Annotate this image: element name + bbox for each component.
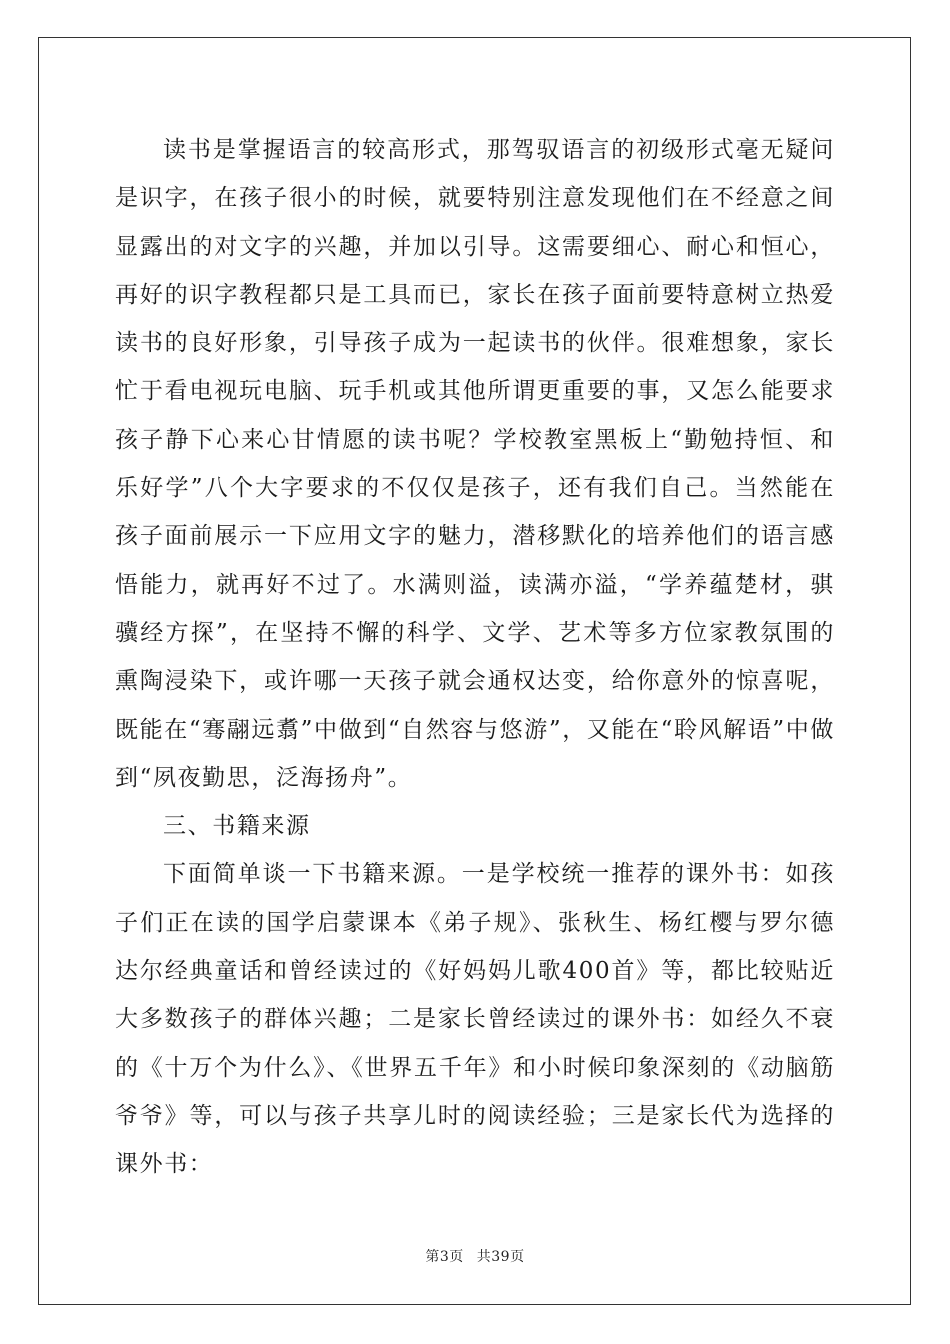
document-body: [115, 126, 835, 1189]
body-paragraph: 读书是掌握语言的较高形式，那驾驭语言的初级形式毫无疑问是识字，在孩子很小的时候，就要特别注意发现他们在不经意之间显露出的对文字的兴趣，并加以引导。这需要细心、耐心和恒心，再好的识字教程都只是工具而已，家长在孩子面前要特意树立热爱读书的良好形象，引导孩子成为一起读书的伙伴。很难想象，家长忙于看电视玩电脑、玩手机或其他所谓更重要的事，又怎么能要求孩子静下心来心甘情愿的读书呢？学校教室黑板上“勤勉持恒、和乐好学”八个大字要求的不仅仅是孩子，还有我们自己。当然能在孩子面前展示一下应用文字的魅力，潜移默化的培养他们的语言感悟能力，就再好不过了。水满则溢，读满亦溢，“学养蕴楚材，骐骥经方探”，在坚持不懈的科学、文学、艺术等多方位家教氛围的熏陶浸染下，或许哪一天孩子就会通权达变，给你意外的惊喜呢，既能在“骞翮远翥”中做到“自然容与悠游”，又能在“聆风解语”中做到“夙夜勤思，泛海扬舟”。: [115, 137, 835, 791]
page-number: 第3页: [425, 1249, 464, 1265]
page-footer: [0, 1246, 950, 1266]
section-heading: 三、书籍来源: [163, 813, 311, 840]
page-total: 共39页: [476, 1249, 525, 1265]
body-paragraph: 下面简单谈一下书籍来源。一是学校统一推荐的课外书：如孩子们正在读的国学启蒙课本《弟子规》、张秋生、杨红樱与罗尔德 达尔经典童话和曾经读过的《好妈妈儿歌400首》等，都比较贴近大多数孩子的群体兴趣；二是家长曾经读过的课外书：如经久不衰的《十万个为什么》、《世界五千年》和小时候印象深刻的《动脑筋爷爷》等，可以与孩子共享儿时的阅读经验；三是家长代为选择的课外书：: [115, 861, 835, 1178]
